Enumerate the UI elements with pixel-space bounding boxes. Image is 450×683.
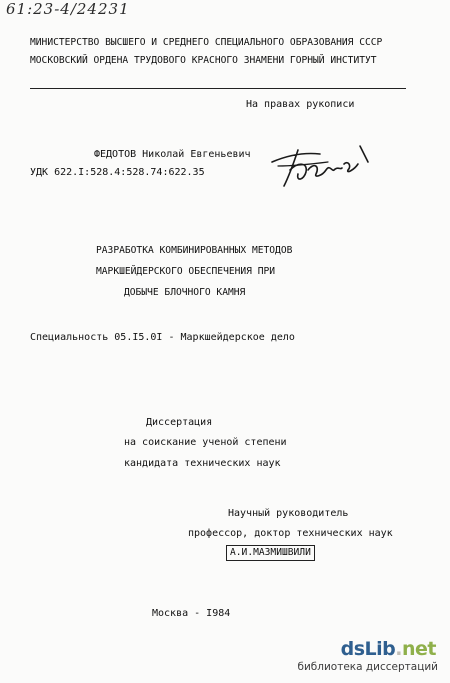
specialty: Специальность 05.I5.0I - Маркшейдерское дело [30, 332, 295, 343]
title-line-1: РАЗРАБОТКА КОМБИНИРОВАННЫХ МЕТОДОВ [96, 245, 293, 256]
dslib-watermark [297, 638, 442, 678]
author-signature [268, 140, 370, 190]
dslib-logo: dsLib.net [340, 638, 436, 660]
ministry-header: МИНИСТЕРСТВО ВЫСШЕГО И СРЕДНЕГО СПЕЦИАЛЬНОГО ОБРАЗОВАНИЯ СССР [30, 37, 383, 48]
supervisor-label: Научный руководитель [228, 508, 349, 519]
supervisor-title: профессор, доктор технических наук [188, 528, 393, 539]
degree-line: на соискание ученой степени [124, 437, 287, 448]
rights-note: На правах рукописи [246, 99, 355, 110]
author-name: ФЕДОТОВ Николай Евгеньевич [94, 149, 251, 160]
title-line-2: МАРКШЕЙДЕРСКОГО ОБЕСПЕЧЕНИЯ ПРИ [96, 266, 276, 277]
dslib-subtitle: библиотека диссертаций [297, 661, 438, 673]
supervisor-name-box: А.И.МАЗМИШВИЛИ [226, 545, 315, 561]
udc-code: УДК 622.I:528.4:528.74:622.35 [30, 167, 205, 178]
dissertation-label: Диссертация [146, 417, 213, 428]
title-line-3: ДОБЫЧЕ БЛОЧНОГО КАМНЯ [124, 287, 246, 298]
degree-field-line: кандидата технических наук [124, 458, 281, 469]
header-divider [30, 88, 406, 89]
handwritten-archive-number: 61:23-4/24231 [6, 0, 130, 18]
institute-header: МОСКОВСКИЙ ОРДЕНА ТРУДОВОГО КРАСНОГО ЗНАМЕНИ ГОРНЫЙ ИНСТИТУТ [30, 55, 377, 66]
place-and-year: Москва - I984 [152, 608, 231, 619]
